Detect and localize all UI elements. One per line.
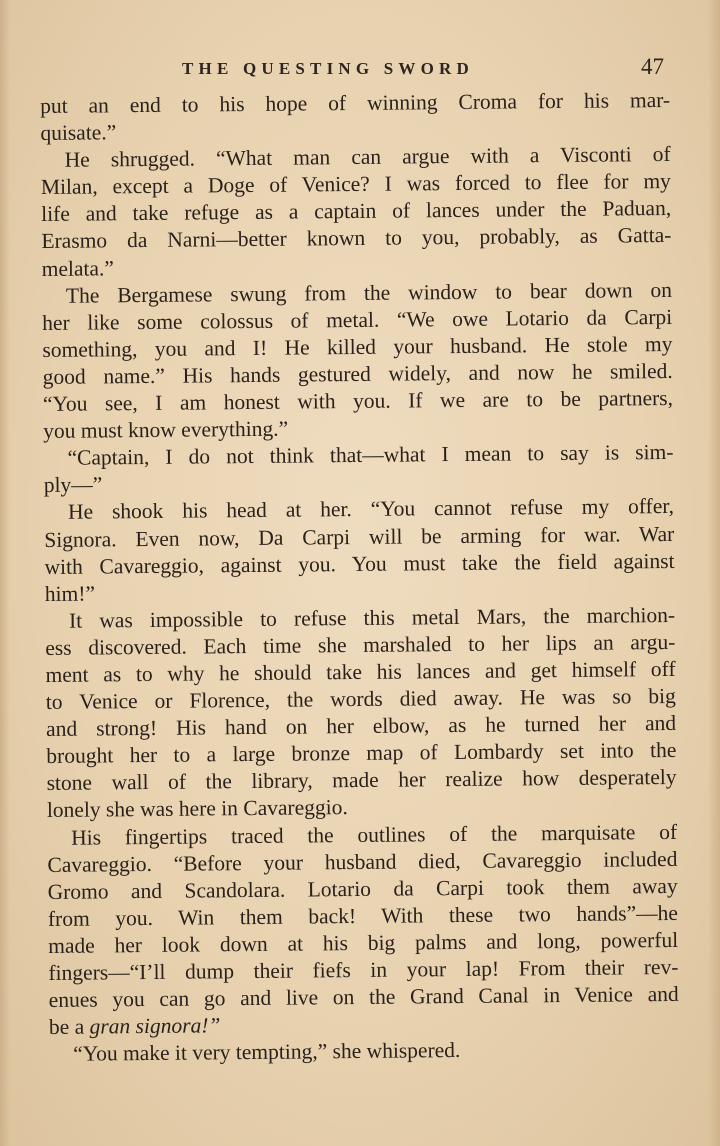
text-line: brought her to a large bronze map of Lombardy set into the: [46, 738, 677, 769]
text-line: stone wall of the library, made her realize how desperately: [46, 765, 677, 796]
text-line: made her look down at his big palms and long, powerful: [48, 927, 679, 958]
page-number: 47: [641, 54, 664, 79]
page-left-edge-shadow: [0, 0, 10, 1146]
text-line: you must know everything.”: [43, 416, 289, 444]
page-header: [40, 54, 668, 86]
text-line: fingers—“I’ll dump their fiefs in your lap! From their rev-: [48, 954, 679, 985]
text-line: put an end to his hope of winning Croma for his mar-: [40, 87, 671, 118]
text-line: ply—”: [43, 472, 103, 498]
text-line: melata.”: [41, 255, 115, 281]
text-line: Signora. Even now, Da Carpi will be arming for war. War: [44, 521, 675, 552]
text-line: life and take refuge as a captain of lances under the Paduan,: [41, 196, 672, 227]
text-line: ess discovered. Each time she marshaled to her lips an argu-: [45, 629, 676, 660]
text-line: Gromo and Scandolara. Lotario da Carpi took them away: [47, 873, 678, 904]
text-line: “Captain, I do not think that—what I mean to say is sim-: [67, 440, 674, 470]
text-line: ment as to why he should take his lances and get himself off: [45, 656, 676, 687]
text-line: to Venice or Florence, the words died away. He was so big: [45, 683, 676, 715]
text-line: His fingertips traced the outlines of the marquisate of: [71, 819, 678, 850]
text-line: The Bergamese swung from the window to bear down on: [65, 277, 673, 308]
text-line: lonely she was here in Cavareggio.: [46, 795, 348, 823]
text-line: with Cavareggio, against you. You must take the field against: [44, 548, 675, 579]
text-line: good name.” His hands gestured widely, and now he smiled.: [42, 358, 673, 389]
running-title: THE QUESTING SWORD: [182, 59, 474, 78]
page-right-edge-shadow: [708, 0, 720, 1146]
text-line: Milan, except a Doge of Venice? I was forced to flee for my: [40, 169, 671, 200]
text-line: something, you and I! He killed your husband. He stole my: [42, 331, 673, 362]
text-line: quisate.”: [40, 120, 117, 146]
text-line: and strong! His hand on her elbow, as he turned her and: [45, 711, 677, 742]
text-line: Erasmo da Narni—better known to you, probably, as Gatta-: [41, 223, 672, 254]
text-line: “You make it very tempting,” she whispered.: [73, 1038, 461, 1067]
text-line: He shook his head at her. “You cannot refuse my offer,: [67, 494, 675, 525]
text-line: him!”: [44, 581, 96, 606]
text-line: Cavareggio. “Before your husband died, Cavareggio included: [47, 846, 678, 877]
body-text: [40, 87, 679, 1068]
text-line: He shrugged. “What man can argue with a Visconti of: [64, 142, 671, 172]
text-line-start: be a: [48, 1014, 85, 1040]
italic-phrase: gran signora!”: [89, 1013, 221, 1039]
text-line: her like some colossus of metal. “We owe Lotario da Carpi: [42, 304, 673, 335]
text-line: from you. Win them back! With these two hands”—he: [47, 900, 679, 931]
text-line: enues you can go and live on the Grand Canal in Venice and: [48, 982, 679, 1013]
text-line: “You see, I am honest with you. If we are to be partners,: [42, 385, 674, 417]
text-line: It was impossible to refuse this metal Mars, the marchion-: [68, 602, 676, 633]
